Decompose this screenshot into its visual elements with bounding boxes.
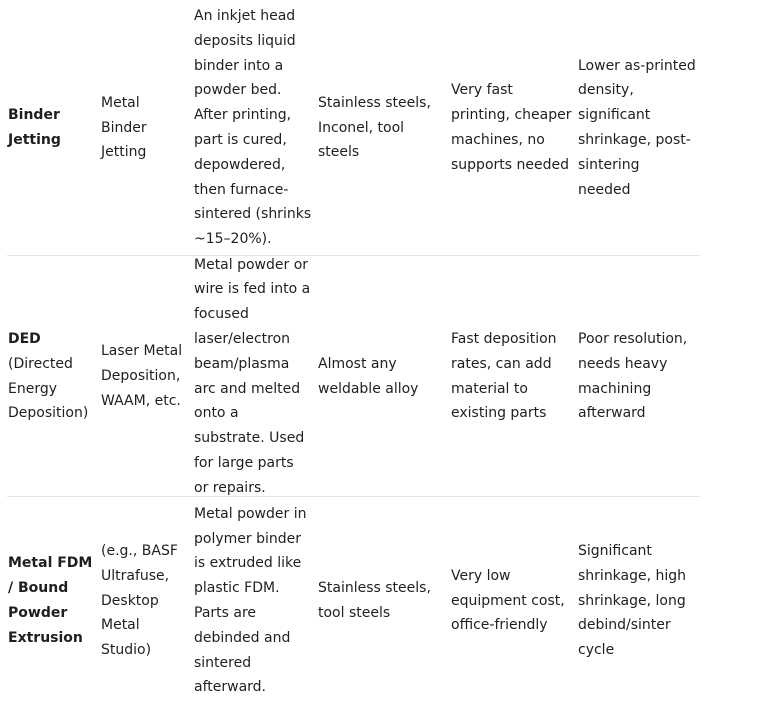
method-name: Metal FDM / Bound Powder Extrusion (8, 555, 93, 646)
examples-cell (101, 497, 193, 705)
pros-cell (451, 497, 577, 705)
process-cell (194, 497, 316, 705)
materials-cell (318, 256, 450, 497)
examples-text: (e.g., BASF Ultrafuse, Desktop Metal Studio) (101, 543, 178, 659)
method-cell (8, 497, 100, 705)
materials-text: Almost any weldable alloy (318, 355, 419, 397)
cons-cell (578, 0, 700, 256)
cons-text: Significant shrinkage, high shrinkage, long debind/sinter cycle (578, 543, 687, 659)
method-cell (8, 0, 100, 256)
cons-cell (578, 497, 700, 705)
examples-text: Laser Metal Deposition, WAAM, etc. (101, 343, 183, 409)
process-text: Metal powder in polymer binder is extruded like plastic FDM. Parts are debinded and sintered afterward. (194, 505, 307, 696)
method-cell (8, 256, 100, 497)
table-row (0, 0, 700, 256)
materials-cell (318, 0, 450, 256)
method-name: Binder Jetting (8, 107, 61, 148)
pros-text: Very fast printing, cheaper machines, no supports needed (451, 82, 572, 173)
process-text: Metal powder or wire is fed into a focused laser/electron beam/plasma arc and melted onto a substrate. Used for large parts or repairs. (194, 256, 311, 496)
pros-text: Fast deposition rates, can add material to existing parts (451, 330, 557, 422)
pros-cell (451, 256, 577, 497)
materials-text: Stainless steels, Inconel, tool steels (318, 94, 431, 161)
pros-cell (451, 0, 577, 256)
process-text: An inkjet head deposits liquid binder into a powder bed. After printing, part is cured, depowdered, then furnace-sintered (shrinks ~15–20%). (194, 8, 312, 248)
examples-text: Metal Binder Jetting (101, 94, 147, 161)
examples-cell (101, 0, 193, 256)
table-row (0, 497, 700, 705)
process-cell (194, 0, 316, 256)
cons-text: Lower as-printed density, significant shrinkage, post-sintering needed (578, 57, 696, 198)
materials-cell (318, 497, 450, 705)
pros-text: Very low equipment cost, office-friendly (451, 567, 565, 634)
process-cell (194, 256, 316, 497)
cons-cell (578, 256, 700, 497)
materials-text: Stainless steels, tool steels (318, 580, 431, 621)
examples-cell (101, 256, 193, 497)
method-name: DED (8, 330, 41, 347)
method-subtitle: (Directed Energy Deposition) (8, 355, 89, 422)
table-row (0, 256, 700, 497)
cons-text: Poor resolution, needs heavy machining afterward (578, 330, 688, 422)
